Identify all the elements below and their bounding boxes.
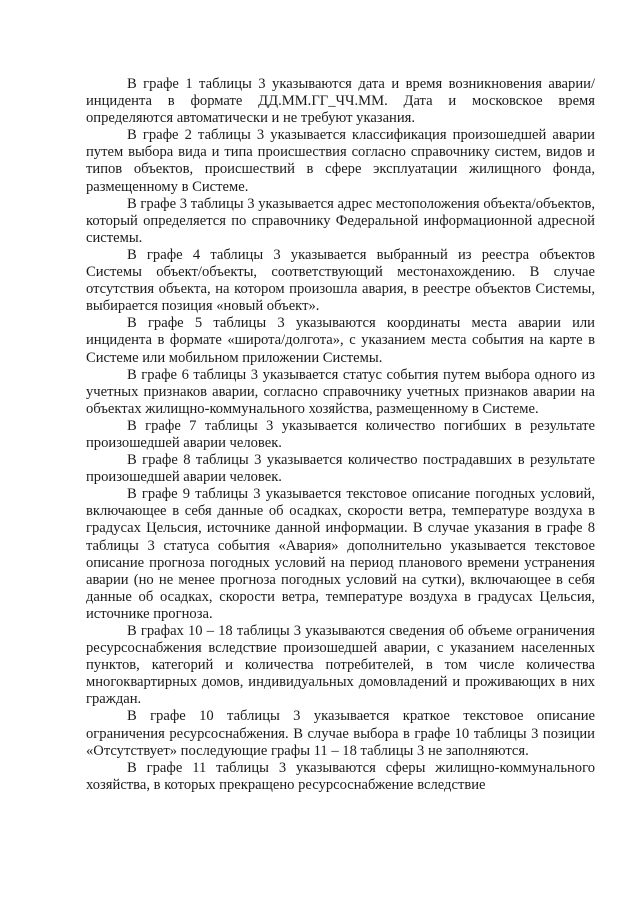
paragraph-column-4: В графе 4 таблицы 3 указывается выбранный из реестра объектов Системы объект/объекты, соответствующий местонахождению. В случае отсутствия объекта, на котором произошла авария, в реестре объектов Системы, выбирается позиция «новый объект».: [86, 246, 595, 315]
paragraph-column-6: В графе 6 таблицы 3 указывается статус события путем выбора одного из учетных признаков аварии, согласно справочнику учетных признаков аварии на объектах жилищно-коммунального хозяйства, размещенному в Системе.: [86, 366, 595, 417]
paragraph-column-3: В графе 3 таблицы 3 указывается адрес местоположения объекта/объектов, который определяется по справочнику Федеральной информационной адресной системы.: [86, 195, 595, 246]
paragraph-column-1: В графе 1 таблицы 3 указываются дата и время возникновения аварии/инцидента в формате ДД.ММ.ГГ_ЧЧ.ММ. Дата и московское время определяются автоматически и не требуют указания.: [86, 76, 595, 127]
paragraph-column-7: В графе 7 таблицы 3 указывается количество погибших в результате произошедшей аварии человек.: [86, 417, 595, 451]
paragraph-column-10: В графе 10 таблицы 3 указывается краткое текстовое описание ограничения ресурсоснабжения. В случае выбора в графе 10 таблицы 3 позиции «Отсутствует» последующие графы 11 – 18 таблицы 3 не заполняются.: [86, 708, 595, 759]
document-page: [86, 76, 595, 794]
paragraph-columns-10-18: В графах 10 – 18 таблицы 3 указываются сведения об объеме ограничения ресурсоснабжения вследствие произошедшей аварии, с указанием населенных пунктов, категорий и количества потребителей, в том числе количества многоквартирных домов, индивидуальных домовладений и проживающих в них граждан.: [86, 623, 595, 708]
paragraph-column-5: В графе 5 таблицы 3 указываются координаты места аварии или инцидента в формате «широта/долгота», с указанием места события на карте в Системе или мобильном приложении Системы.: [86, 315, 595, 366]
paragraph-column-8: В графе 8 таблицы 3 указывается количество пострадавших в результате произошедшей аварии человек.: [86, 452, 595, 486]
paragraph-column-9: В графе 9 таблицы 3 указывается текстовое описание погодных условий, включающее в себя данные об осадках, скорости ветра, температуре воздуха в градусах Цельсия, источнике данной информации. В случае указания в графе 8 таблицы 3 статуса события «Авария» дополнительно указывается текстовое описание прогноза погодных условий на период планового времени устранения аварии (но не менее прогноза погодных условий на сутки), включающее в себя данные об осадках, скорости ветра, температуре воздуха в градусах Цельсия, источнике прогноза.: [86, 486, 595, 622]
paragraph-column-11: В графе 11 таблицы 3 указываются сферы жилищно-коммунального хозяйства, в которых прекращено ресурсоснабжение вследствие: [86, 759, 595, 793]
paragraph-column-2: В графе 2 таблицы 3 указывается классификация произошедшей аварии путем выбора вида и типа происшествия согласно справочнику систем, видов и типов объектов, происшествий в сфере эксплуатации жилищного фонда, размещенному в Системе.: [86, 127, 595, 195]
